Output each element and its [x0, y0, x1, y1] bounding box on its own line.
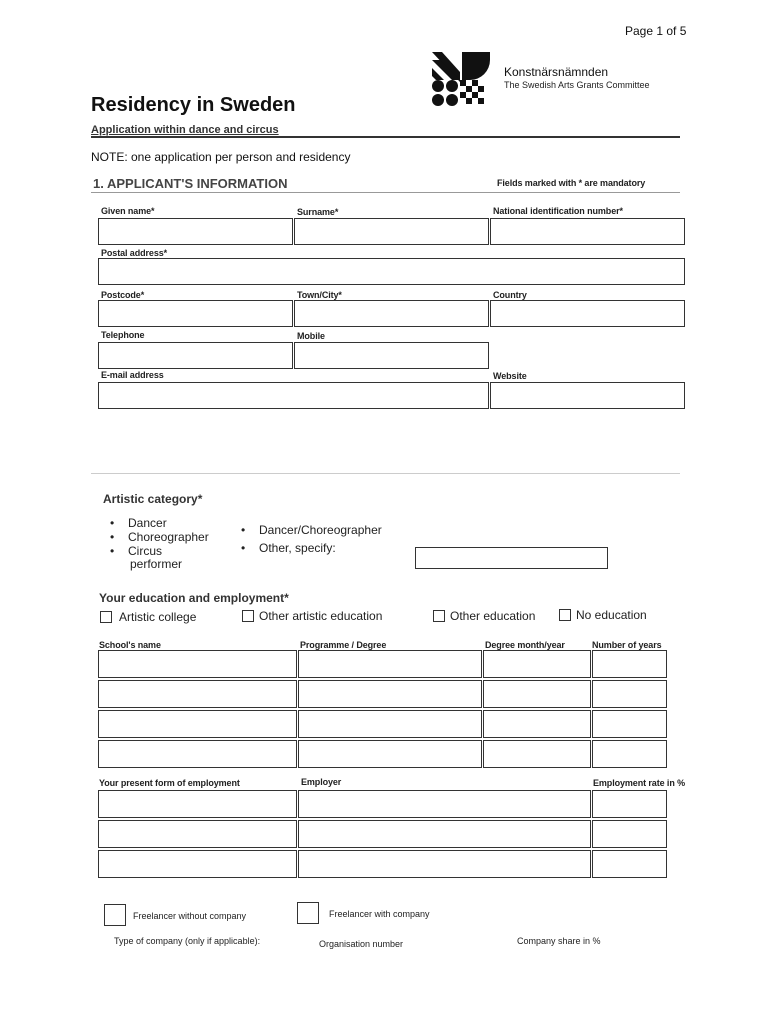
- postal-address-label: Postal address*: [101, 248, 168, 258]
- postcode-label: Postcode*: [101, 290, 145, 300]
- artistic-category-heading: Artistic category*: [103, 492, 203, 506]
- postcode-field[interactable]: [98, 300, 293, 327]
- school-name-cell[interactable]: [98, 740, 297, 768]
- programme-cell[interactable]: [298, 710, 482, 738]
- other-artistic-education-label: Other artistic education: [259, 609, 383, 623]
- logo-mark-icon: [430, 50, 492, 108]
- freelancer-with-company-checkbox[interactable]: [297, 902, 319, 924]
- employer-header: Employer: [301, 777, 342, 787]
- programme-degree-header: Programme / Degree: [300, 640, 387, 650]
- postal-address-field[interactable]: [98, 258, 685, 285]
- freelancer-with-company-label: Freelancer with company: [329, 909, 430, 919]
- school-name-cell[interactable]: [98, 710, 297, 738]
- mobile-label: Mobile: [297, 331, 325, 341]
- employment-rate-cell[interactable]: [592, 790, 667, 818]
- org-subtitle: The Swedish Arts Grants Committee: [504, 80, 650, 90]
- section1-heading: 1. APPLICANT'S INFORMATION: [93, 176, 288, 191]
- option-dancer: • Dancer: [128, 516, 167, 530]
- option-choreographer: • Choreographer: [128, 530, 209, 544]
- degree-date-cell[interactable]: [483, 740, 591, 768]
- country-field[interactable]: [490, 300, 685, 327]
- given-name-label: Given name*: [101, 206, 155, 216]
- programme-cell[interactable]: [298, 680, 482, 708]
- employer-cell[interactable]: [298, 850, 591, 878]
- other-education-label: Other education: [450, 609, 536, 623]
- no-education-checkbox[interactable]: [559, 609, 571, 621]
- page-subtitle: Application within dance and circus: [91, 124, 279, 136]
- education-heading: Your education and employment*: [99, 591, 289, 605]
- mobile-field[interactable]: [294, 342, 489, 369]
- other-specify-field[interactable]: [415, 547, 608, 569]
- employment-rate-header: Employment rate in %: [593, 778, 686, 788]
- freelancer-without-company-label: Freelancer without company: [133, 911, 247, 921]
- section-divider: [91, 473, 680, 474]
- employment-form-cell[interactable]: [98, 790, 297, 818]
- programme-cell[interactable]: [298, 650, 482, 678]
- website-label: Website: [493, 371, 527, 381]
- national-id-label: National identification number*: [493, 206, 623, 216]
- employment-rate-cell[interactable]: [592, 820, 667, 848]
- school-name-cell[interactable]: [98, 680, 297, 708]
- other-artistic-education-checkbox[interactable]: [242, 610, 254, 622]
- organisation-number-label: Organisation number: [319, 939, 404, 949]
- employer-cell[interactable]: [298, 790, 591, 818]
- programme-cell[interactable]: [298, 740, 482, 768]
- option-circus: • Circus: [128, 544, 162, 558]
- no-education-label: No education: [576, 608, 647, 622]
- years-cell[interactable]: [592, 710, 667, 738]
- company-share-label: Company share in %: [517, 936, 601, 946]
- years-cell[interactable]: [592, 650, 667, 678]
- employment-form-cell[interactable]: [98, 820, 297, 848]
- employer-cell[interactable]: [298, 820, 591, 848]
- school-name-cell[interactable]: [98, 650, 297, 678]
- email-label: E-mail address: [101, 370, 164, 380]
- freelancer-without-company-checkbox[interactable]: [104, 904, 126, 926]
- logo: [430, 50, 492, 108]
- town-city-label: Town/City*: [297, 290, 342, 300]
- option-dancer-choreographer: • Dancer/Choreographer: [259, 523, 382, 537]
- other-education-checkbox[interactable]: [433, 610, 445, 622]
- country-label: Country: [493, 290, 527, 300]
- surname-label: Surname*: [297, 207, 339, 217]
- page-title: Residency in Sweden: [91, 94, 296, 116]
- option-other-specify: • Other, specify:: [259, 541, 336, 555]
- website-field[interactable]: [490, 382, 685, 409]
- number-of-years-header: Number of years: [592, 640, 662, 650]
- national-id-field[interactable]: [490, 218, 685, 245]
- artistic-college-label: Artistic college: [119, 610, 197, 624]
- employment-rate-cell[interactable]: [592, 850, 667, 878]
- employment-form-cell[interactable]: [98, 850, 297, 878]
- employment-form-header: Your present form of employment: [99, 778, 240, 788]
- telephone-label: Telephone: [101, 330, 145, 340]
- schools-name-header: School's name: [99, 640, 161, 650]
- title-divider: [91, 136, 680, 138]
- type-of-company-label: Type of company (only if applicable):: [114, 936, 261, 946]
- degree-date-cell[interactable]: [483, 680, 591, 708]
- town-city-field[interactable]: [294, 300, 489, 327]
- surname-field[interactable]: [294, 218, 489, 245]
- degree-date-cell[interactable]: [483, 710, 591, 738]
- given-name-field[interactable]: [98, 218, 293, 245]
- artistic-college-checkbox[interactable]: [100, 611, 112, 623]
- years-cell[interactable]: [592, 740, 667, 768]
- option-circus-performer: performer: [130, 557, 183, 571]
- page-number: Page 1 of 5: [625, 24, 687, 38]
- degree-month-year-header: Degree month/year: [485, 640, 565, 650]
- section1-divider: [91, 192, 680, 193]
- degree-date-cell[interactable]: [483, 650, 591, 678]
- note-text: NOTE: one application per person and residency: [91, 150, 351, 164]
- telephone-field[interactable]: [98, 342, 293, 369]
- years-cell[interactable]: [592, 680, 667, 708]
- email-field[interactable]: [98, 382, 489, 409]
- org-name: Konstnärsnämnden: [504, 65, 609, 79]
- mandatory-note: Fields marked with * are mandatory: [497, 178, 646, 188]
